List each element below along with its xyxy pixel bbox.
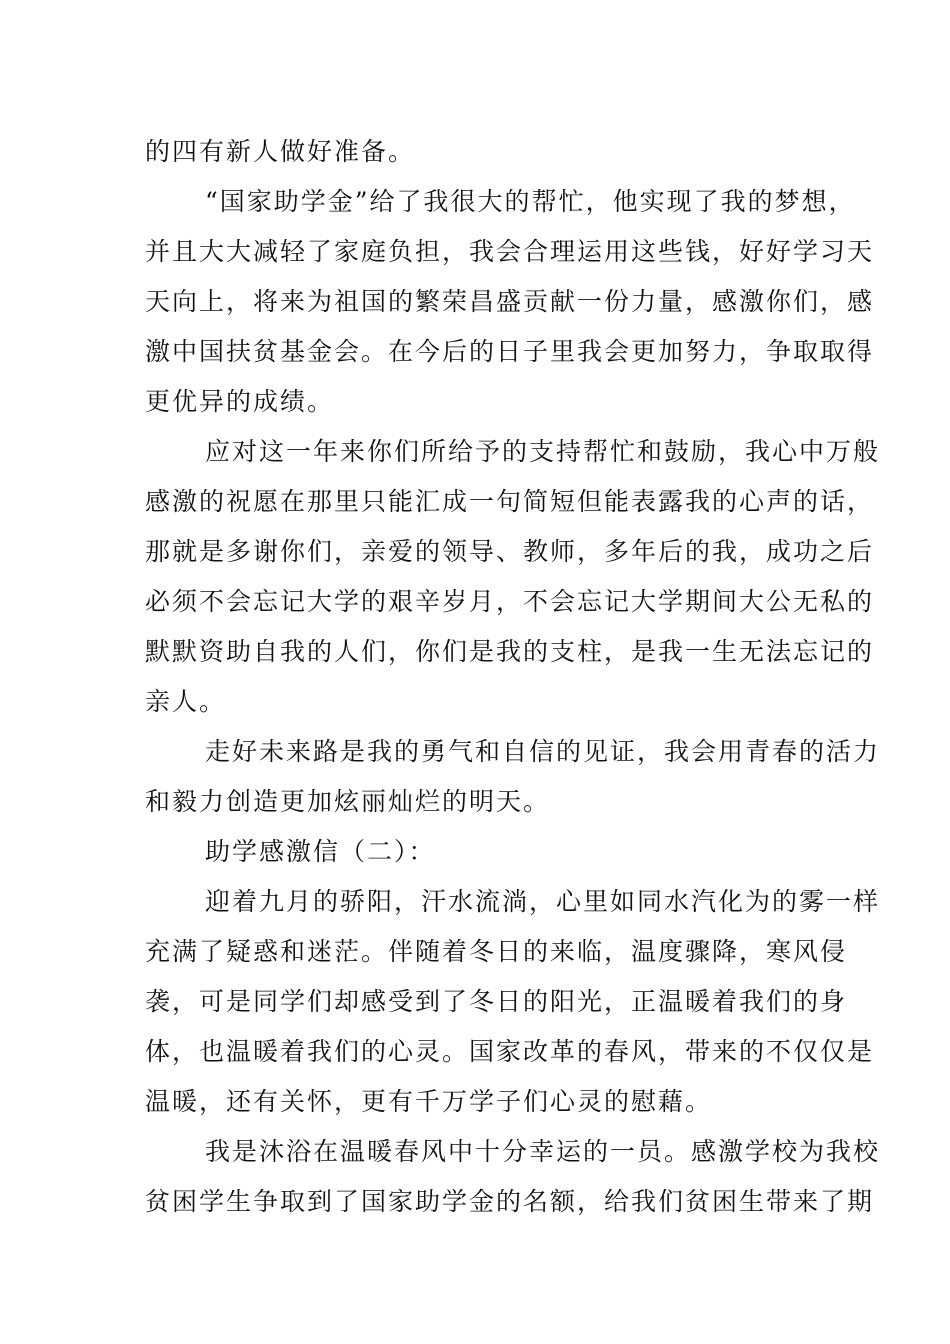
paragraph-first-line: 我是沐浴在温暖春风中十分幸运的一员。感激学校为我校 [205, 1137, 881, 1166]
text-line: 亲人。 [145, 687, 227, 716]
text-line: 温暖，还有关怀，更有千万学子们心灵的慰藉。 [145, 1087, 713, 1116]
text-line: 和毅力创造更加炫丽灿烂的明天。 [145, 787, 551, 816]
text-line: 激中国扶贫基金会。在今后的日子里我会更加努力，争取取得 [145, 337, 875, 366]
text-line: 袭，可是同学们却感受到了冬日的阳光，正温暖着我们的身 [145, 987, 848, 1016]
paragraph-first-line: “国家助学金”给了我很大的帮忙，他实现了我的梦想， [205, 187, 856, 216]
text-line: 必须不会忘记大学的艰辛岁月，不会忘记大学期间大公无私的 [145, 587, 875, 616]
text-line: 并且大大减轻了家庭负担，我会合理运用这些钱，好好学习天 [145, 237, 875, 266]
text-line: 的四有新人做好准备。 [145, 137, 416, 166]
paragraph-first-line: 走好未来路是我的勇气和自信的见证，我会用青春的活力 [205, 737, 881, 766]
text-line: 天向上，将来为祖国的繁荣昌盛贡献一份力量，感激你们，感 [145, 287, 875, 316]
text-line: 默默资助自我的人们，你们是我的支柱，是我一生无法忘记的 [145, 637, 875, 666]
section-heading: 助学感激信（二）： [205, 837, 436, 866]
text-line: 充满了疑惑和迷茫。伴随着冬日的来临，温度骤降，寒风侵 [145, 937, 848, 966]
text-line: 那就是多谢你们，亲爱的领导、教师，多年后的我，成功之后 [145, 537, 875, 566]
text-line: 体，也温暖着我们的心灵。国家改革的春风，带来的不仅仅是 [145, 1037, 875, 1066]
text-line: 更优异的成绩。 [145, 387, 335, 416]
text-line: 贫困学生争取到了国家助学金的名额，给我们贫困生带来了期 [145, 1187, 875, 1216]
text-line: 感激的祝愿在那里只能汇成一句简短但能表露我的心声的话， [145, 487, 875, 516]
paragraph-first-line: 应对这一年来你们所给予的支持帮忙和鼓励，我心中万般 [205, 437, 881, 466]
paragraph-first-line: 迎着九月的骄阳，汗水流淌，心里如同水汽化为的雾一样 [205, 887, 881, 916]
